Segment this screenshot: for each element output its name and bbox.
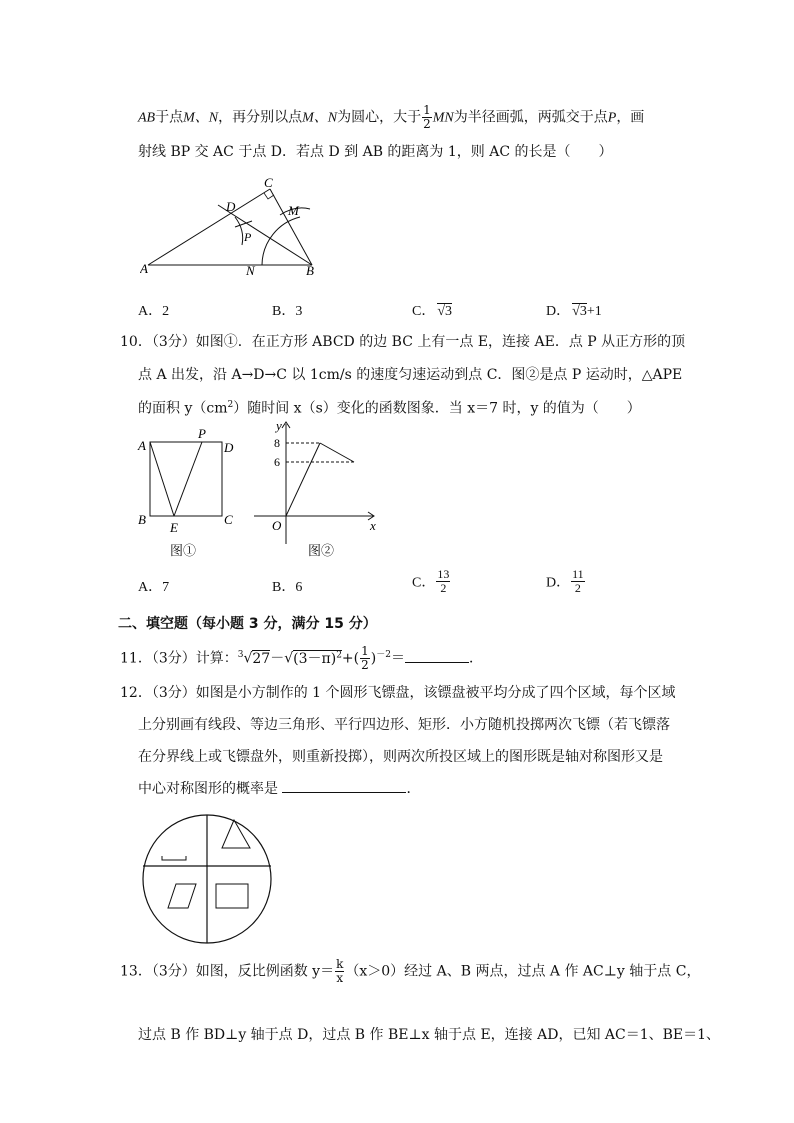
triangle-shape	[222, 820, 250, 848]
q10-line1: 10．（3分）如图①．在正方形 ABCD 的边 BC 上有一点 E，连接 AE．点 P 从正方形的顶	[120, 334, 686, 350]
svg-text:y: y	[276, 418, 282, 433]
q9-option-d[interactable]: D． √3+1	[546, 304, 602, 319]
q12-answer-blank[interactable]	[282, 792, 406, 793]
q12-dartboard-figure	[140, 812, 274, 946]
q12-line3: 在分界线上或飞镖盘外，则重新投掷），则两次所投区域上的图形既是轴对称图形又是	[138, 749, 663, 765]
label-m: M	[288, 203, 299, 218]
svg-text:E: E	[170, 520, 178, 535]
rectangle-shape	[216, 884, 248, 908]
label-c: C	[264, 175, 273, 190]
q12-line2: 上分别画有线段、等边三角形、平行四边形、矩形．小方随机投掷两次飞镖（若飞镖落	[138, 717, 670, 733]
q13-line1: 13．（3分）如图，反比例函数 y＝ $\frac{k}{x}$ （x＞0）经过 A、B 两点，过点 A 作 AC⊥y 轴于点 C，	[120, 957, 701, 985]
segment-shape	[162, 856, 186, 860]
svg-text:8: 8	[274, 436, 280, 450]
q11-line: 11．（3分）计算：$^3√27-√(3-\pi)^2+$( $\frac{1}{2}$ )$^{-2}$＝ ．	[120, 644, 483, 673]
q10-line3: 的面积 $y(cm^2)$随时间 x（s）变化的函数图象．当 x＝7 时，y 的值为（ ）	[138, 400, 641, 417]
q13-line2: 过点 B 作 BD⊥y 轴于点 D，过点 B 作 BE⊥x 轴于点 E，连接 AD，已知 AC＝1、BE＝1、	[138, 1027, 721, 1043]
q10-option-d[interactable]: D． $\frac{11}{2}$	[546, 567, 584, 595]
q10-fig2-caption: 图②	[308, 544, 335, 559]
svg-text:B: B	[138, 512, 146, 527]
q9-option-a[interactable]: A．2	[138, 304, 170, 319]
q10-square-figure	[134, 428, 244, 538]
svg-text:O: O	[272, 518, 282, 533]
svg-text:x: x	[370, 518, 376, 533]
svg-text:P: P	[198, 428, 206, 441]
svg-text:6: 6	[274, 455, 280, 469]
svg-text:A: A	[138, 438, 146, 453]
q9-segment-ab: AB	[138, 110, 156, 126]
q9-option-c[interactable]: C． √3	[412, 304, 453, 319]
svg-text:D: D	[224, 440, 234, 455]
label-d: D	[226, 199, 236, 214]
label-n: N	[246, 263, 255, 278]
q10-option-c[interactable]: C． $\frac{13}{2}$	[412, 567, 450, 595]
label-p: P	[244, 230, 252, 244]
q10-fig1-caption: 图①	[170, 544, 197, 559]
label-b: B	[306, 263, 314, 278]
q12-line4: 中心对称图形的概率是 ．	[138, 781, 421, 797]
q9-line2: 射线 BP 交 AC 于点 D．若点 D 到 AB 的距离为 1，则 AC 的长是（ ）	[138, 144, 613, 160]
label-a: A	[140, 261, 148, 276]
q10-line2: 点 A 出发，沿 A→D→C 以 1cm/s 的速度匀速运动到点 C．图②是点 P 运动时，△APE	[138, 367, 683, 383]
q10-option-b[interactable]: B．6	[272, 580, 303, 595]
q9-option-b[interactable]: B．3	[272, 304, 303, 319]
q10-graph-figure	[250, 418, 390, 550]
q9-fraction-half: $\frac{1}{2}$	[423, 103, 431, 131]
parallelogram-shape	[168, 884, 196, 908]
section-title-fill-in: 二、填空题（每小题 3 分，满分 15 分）	[118, 616, 377, 632]
q9-line1: AB于点M、N，再分别以点M、N为圆心，大于 $\frac{1}{2}$ MN为半径画弧，两弧交于点P，画	[138, 103, 645, 131]
q10-option-a[interactable]: A．7	[138, 580, 170, 595]
q9-triangle-figure	[140, 175, 320, 280]
svg-text:C: C	[224, 512, 233, 527]
q11-answer-blank[interactable]	[405, 662, 469, 663]
q12-line1: 12．（3分）如图是小方制作的 1 个圆形飞镖盘，该镖盘被平均分成了四个区域，每个区域	[120, 685, 676, 701]
